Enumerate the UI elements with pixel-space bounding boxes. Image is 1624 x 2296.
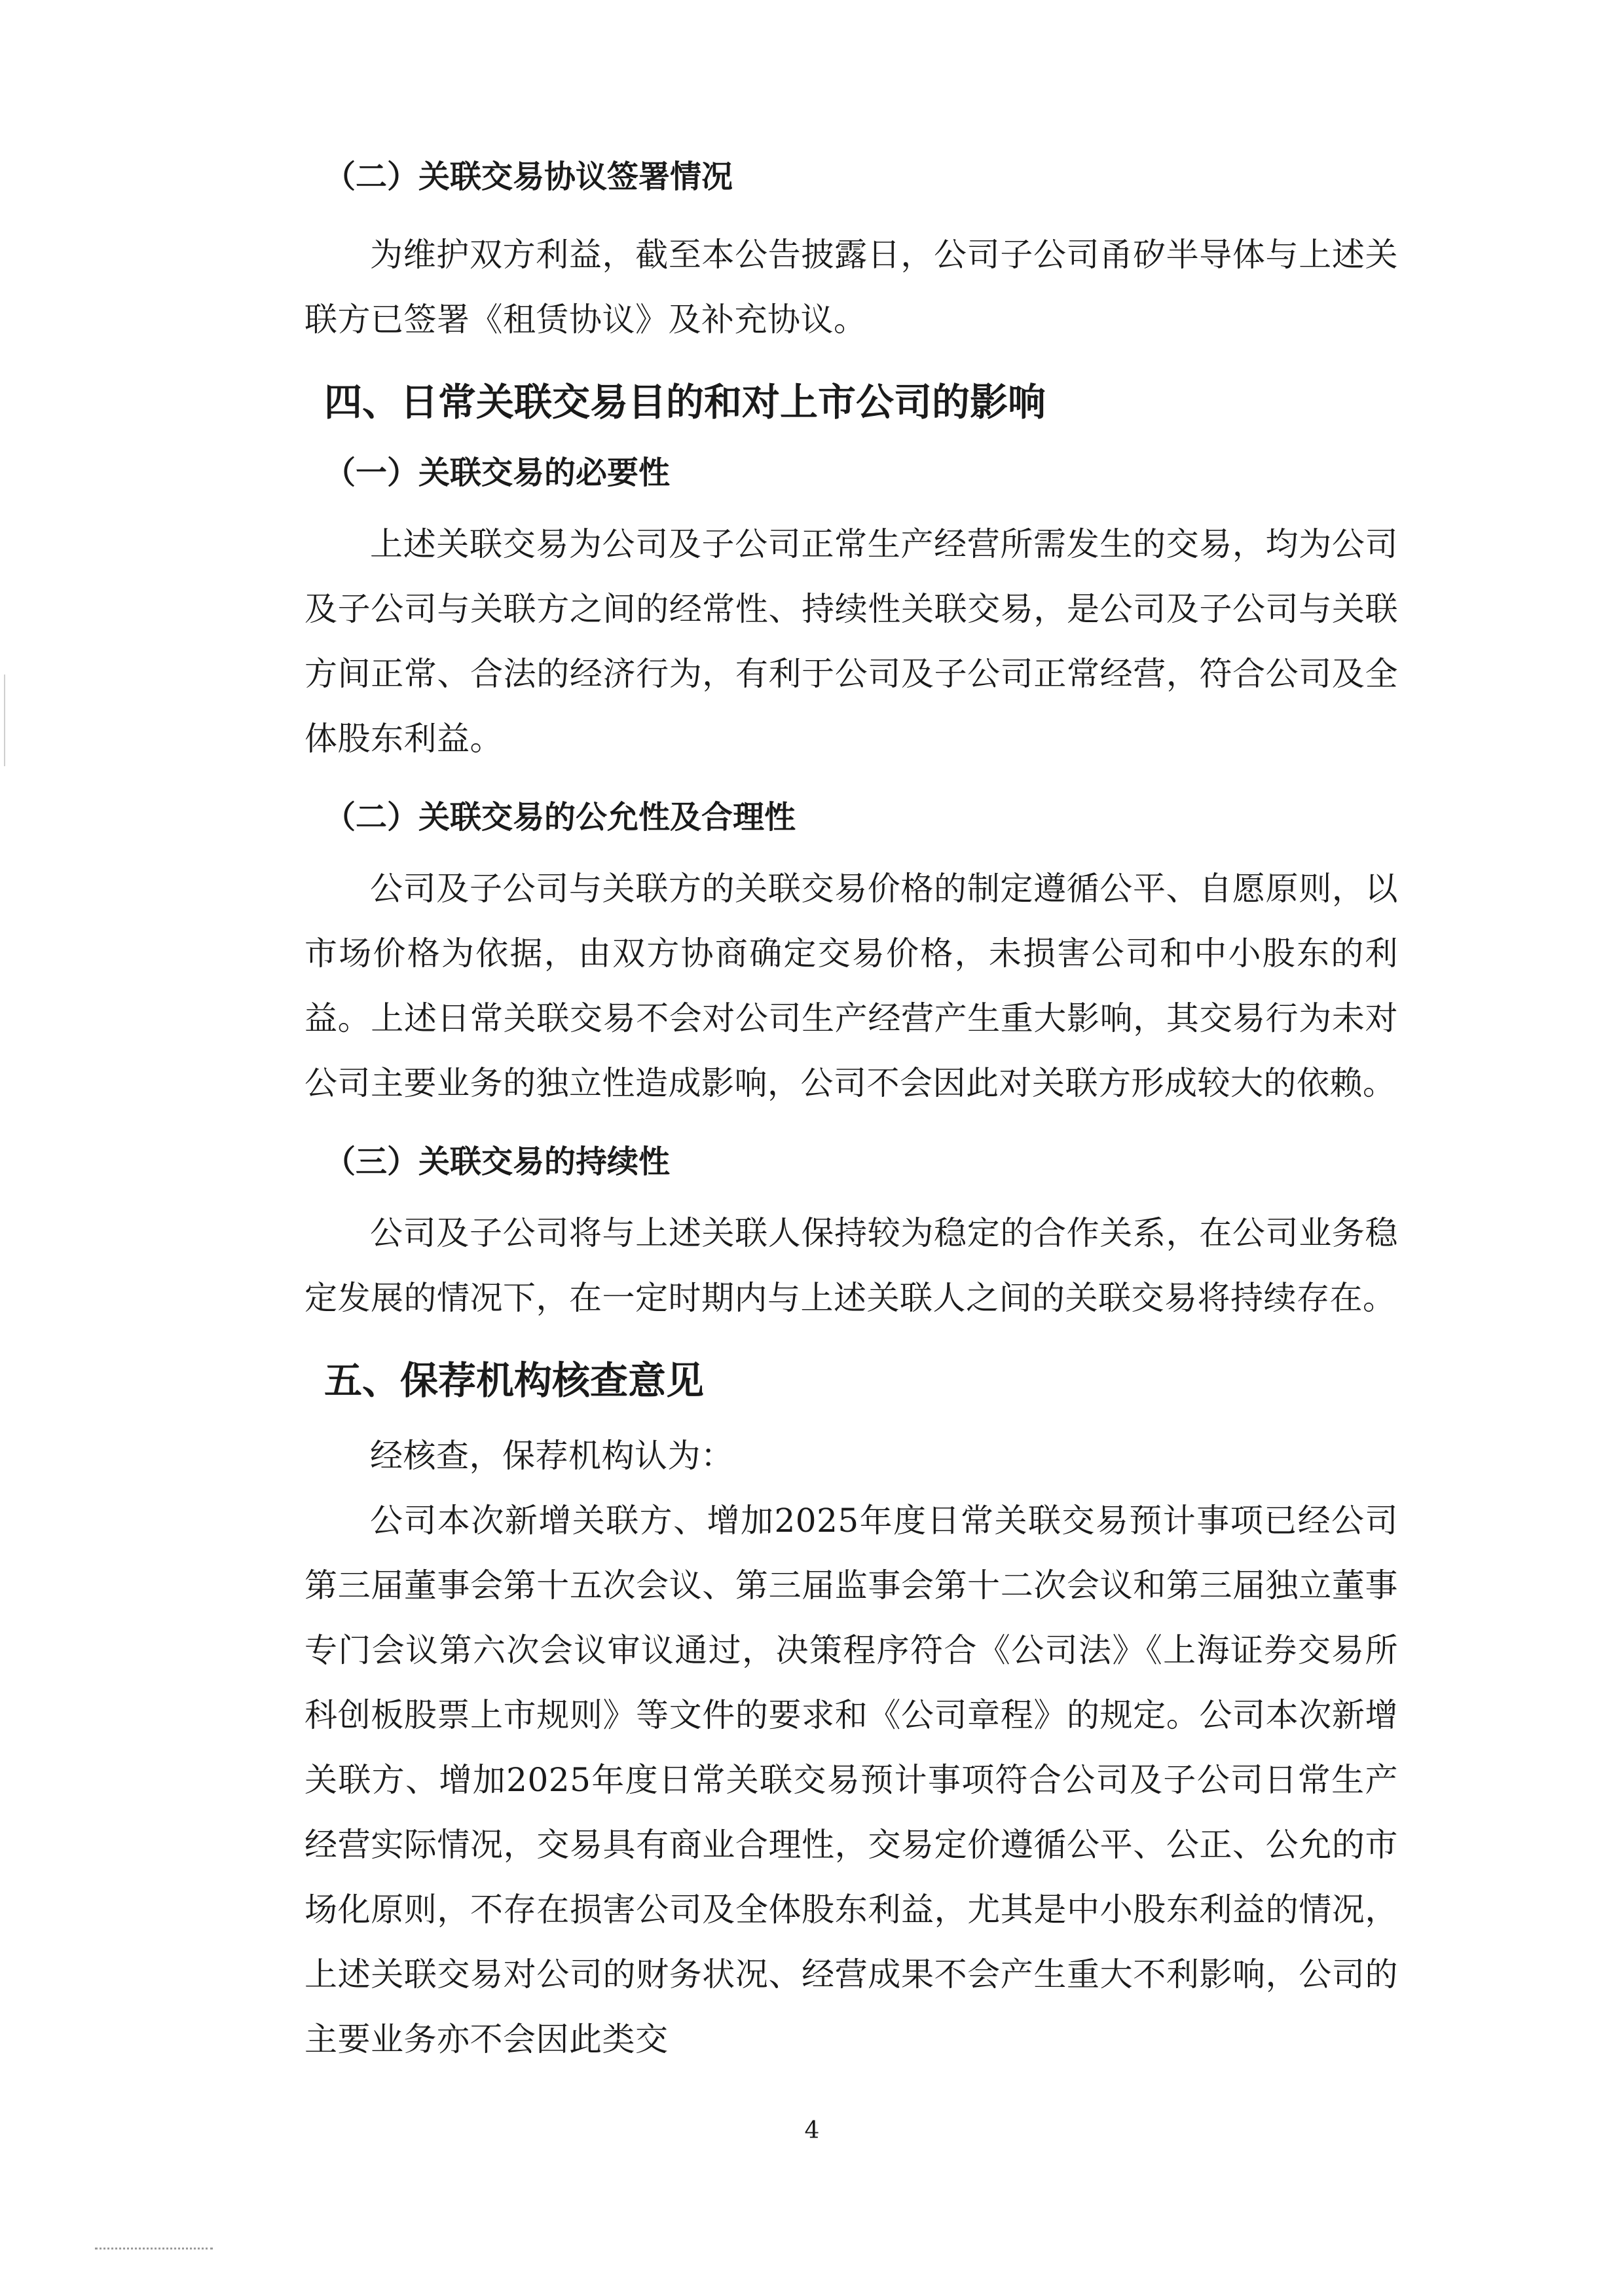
paragraph-agreement-signing: 为维护双方利益，截至本公告披露日，公司子公司甬矽半导体与上述关联方已签署《租赁协议》及补充协议。: [304, 236, 1398, 339]
subheading-continuity: （三）关联交易的持续性: [324, 1143, 671, 1180]
section-heading-sponsor-opinion: 五、保荐机构核查意见: [324, 1358, 705, 1403]
paragraph-sponsor-opinion: 公司本次新增关联方、增加2025年度日常关联交易预计事项已经公司第三届董事会第十五次会议、第三届监事会第十二次会议和第三届独立董事专门会议第六次会议审议通过，决策程序符合《公司法》《上海证券交易所科创板股票上市规则》等文件的要求和《公司章程》的规定。公司本次新增关联方、增加2025年度日常关联交易预计事项符合公司及子公司日常生产经营实际情况，交易具有商业合理性，交易定价遵循公平、公正、公允的市场化原则，不存在损害公司及全体股东利益，尤其是中小股东利益的情况，上述关联交易对公司的财务状况、经营成果不会产生重大不利影响，公司的主要业务亦不会因此类交: [304, 1502, 1398, 2058]
footer-scan-mark: [95, 2248, 213, 2255]
paragraph-necessity: 上述关联交易为公司及子公司正常生产经营所需发生的交易，均为公司及子公司与关联方之间的经常性、持续性关联交易，是公司及子公司与关联方间正常、合法的经济行为，有利于公司及子公司正常经营，符合公司及全体股东利益。: [304, 525, 1398, 758]
section-heading-purpose-impact: 四、日常关联交易目的和对上市公司的影响: [324, 380, 1046, 424]
subheading-necessity: （一）关联交易的必要性: [324, 454, 671, 491]
page-content: [304, 157, 1398, 2072]
paragraph-continuity: 公司及子公司将与上述关联人保持较为稳定的合作关系，在公司业务稳定发展的情况下，在一定时期内与上述关联人之间的关联交易将持续存在。: [304, 1214, 1398, 1317]
paragraph-fairness: 公司及子公司与关联方的关联交易价格的制定遵循公平、自愿原则，以市场价格为依据，由双方协商确定交易价格，未损害公司和中小股东的利益。上述日常关联交易不会对公司生产经营产生重大影响，其交易行为未对公司主要业务的独立性造成影响，公司不会因此对关联方形成较大的依赖。: [304, 870, 1398, 1102]
paragraph-sponsor-intro: 经核查，保荐机构认为：: [370, 1437, 734, 1475]
scan-edge-mark: [4, 675, 5, 766]
page-number: 4: [804, 2117, 820, 2144]
subheading-fairness: （二）关联交易的公允性及合理性: [324, 799, 796, 836]
section-heading-agreement-signing: （二）关联交易协议签署情况: [324, 158, 733, 195]
